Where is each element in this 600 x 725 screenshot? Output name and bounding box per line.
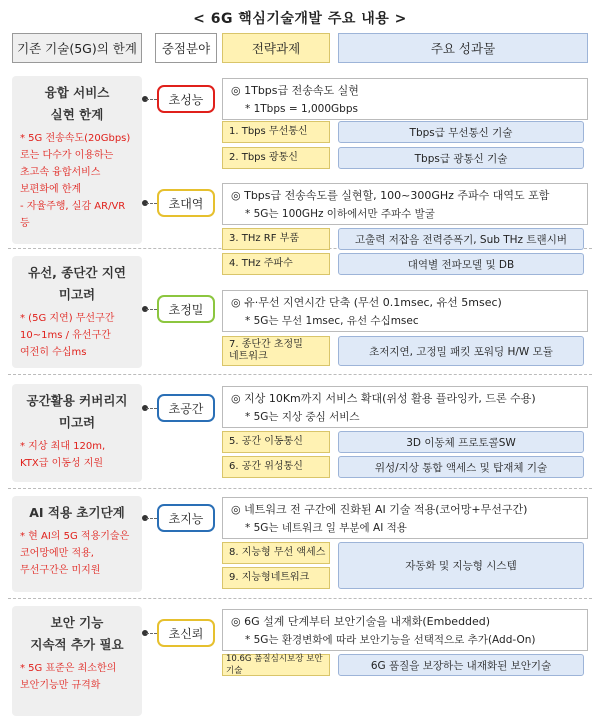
area-summary xyxy=(222,290,588,332)
limit-box-convergence xyxy=(12,76,142,244)
area-super-space xyxy=(157,394,215,422)
area-super-trust xyxy=(157,619,215,647)
limit-box-ai xyxy=(12,496,142,592)
area-summary xyxy=(222,183,588,225)
task-5: 5. 공간 이동통신 xyxy=(222,431,330,453)
area-label: 초신뢰 xyxy=(168,626,204,641)
header-limits: 기존 기술(5G)의 한계 xyxy=(12,33,142,63)
limit-title: 보안 기능 지속적 추가 필요 xyxy=(30,615,124,652)
limit-desc: * 5G 표준은 최소한의 보안기능만 규격화 xyxy=(20,663,117,691)
result-2: Tbps급 광통신 기술 xyxy=(338,147,584,169)
result-6: 위성/지상 통합 액세스 및 탑재체 기술 xyxy=(338,456,584,478)
header-tasks: 전략과제 xyxy=(222,33,330,63)
result-1: Tbps급 무선통신 기술 xyxy=(338,121,584,143)
task-4: 4. THz 주파수 xyxy=(222,253,330,275)
summary-main: ◎ 6G 설계 단계부터 보안기술을 내재화(Embedded) xyxy=(231,615,491,628)
task-2: 2. Tbps 광통신 xyxy=(222,147,330,169)
connector-line xyxy=(146,203,157,204)
header-areas: 중점분야 xyxy=(155,33,217,63)
limit-title: 융합 서비스 실현 한계 xyxy=(44,85,110,122)
task-3: 3. THz RF 부품 xyxy=(222,228,330,250)
result-4: 대역별 전파모델 및 DB xyxy=(338,253,584,275)
limit-desc: * (5G 지연) 무선구간 10~1ms / 유선구간 여전히 수십ms xyxy=(20,313,115,358)
section-divider xyxy=(8,374,592,375)
summary-sub: * 5G는 네트워크 일 부분에 AI 적용 xyxy=(245,522,407,534)
summary-main: ◎ 네트워크 전 구간에 진화된 AI 기술 적용(코어망+무선구간) xyxy=(231,503,528,516)
limit-desc: * 5G 전송속도(20Gbps) 로는 다수가 이용하는 초고속 융합서비스 보편화에 한계 - 자율주행, 실감 AR/VR 등 xyxy=(20,133,131,229)
connector-line xyxy=(146,408,157,409)
task-1: 1. Tbps 무선통신 xyxy=(222,121,330,143)
area-summary xyxy=(222,386,588,428)
connector-line xyxy=(146,99,157,100)
task-10: 10.6G 품질심시보장 보안기술 xyxy=(222,654,330,676)
area-super-precision xyxy=(157,295,215,323)
area-super-performance xyxy=(157,85,215,113)
limit-box-latency xyxy=(12,256,142,368)
limit-box-security xyxy=(12,606,142,716)
section-divider xyxy=(8,598,592,599)
header-results: 주요 성과물 xyxy=(338,33,588,63)
summary-main: ◎ 1Tbps급 전송속도 실현 xyxy=(231,84,359,97)
limit-box-coverage xyxy=(12,384,142,482)
area-label: 초대역 xyxy=(168,196,204,211)
summary-main: ◎ 지상 10Km까지 서비스 확대(위성 활용 플라잉카, 드론 수용) xyxy=(231,392,536,405)
limit-title: 공간활용 커버리지 미고려 xyxy=(26,393,128,430)
area-label: 초지능 xyxy=(168,511,204,526)
section-divider xyxy=(8,488,592,489)
summary-sub: * 5G는 지상 중심 서비스 xyxy=(245,411,360,423)
limit-title: 유선, 종단간 지연 미고려 xyxy=(28,265,126,302)
result-10: 6G 품질을 보장하는 내재화된 보안기술 xyxy=(338,654,584,676)
result-7: 초저지연, 고정밀 패킷 포워딩 H/W 모듈 xyxy=(338,336,584,366)
summary-sub: * 1Tbps = 1,000Gbps xyxy=(245,103,358,115)
summary-main: ◎ 유·무선 지연시간 단축 (무선 0.1msec, 유선 5msec) xyxy=(231,296,502,309)
summary-main: ◎ Tbps급 전송속도를 실현할, 100~300GHz 주파수 대역도 포함 xyxy=(231,189,550,202)
result-8-9: 자동화 및 지능형 시스템 xyxy=(338,542,584,589)
area-super-bandwidth xyxy=(157,189,215,217)
area-label: 초성능 xyxy=(168,92,204,107)
summary-sub: * 5G는 100GHz 이하에서만 주파수 발굴 xyxy=(245,208,435,220)
area-summary xyxy=(222,609,588,651)
result-5: 3D 이동체 프로토콜SW xyxy=(338,431,584,453)
area-summary xyxy=(222,497,588,539)
area-summary xyxy=(222,78,588,120)
connector-line xyxy=(146,309,157,310)
limit-desc: * 현 AI의 5G 적용기술은 코어망에만 적용, 무선구간은 미지원 xyxy=(20,531,130,576)
area-super-intelligence xyxy=(157,504,215,532)
task-7: 7. 종단간 초정밀 네트워크 xyxy=(222,336,330,366)
limit-title: AI 적용 초기단계 xyxy=(29,505,125,520)
result-3: 고출력 저잡음 전력증폭기, Sub THz 트랜시버 xyxy=(338,228,584,250)
page-title: < 6G 핵심기술개발 주요 내용 > xyxy=(193,11,407,27)
connector-line xyxy=(146,518,157,519)
summary-sub: * 5G는 무선 1msec, 유선 수십msec xyxy=(245,315,419,327)
task-8: 8. 지능형 무선 액세스 xyxy=(222,542,330,564)
area-label: 초정밀 xyxy=(168,302,204,317)
limit-desc: * 지상 최대 120m, KTX급 이동성 지원 xyxy=(20,441,106,469)
task-6: 6. 공간 위성통신 xyxy=(222,456,330,478)
area-label: 초공간 xyxy=(168,401,204,416)
task-9: 9. 지능형네트워크 xyxy=(222,567,330,589)
summary-sub: * 5G는 환경변화에 따라 보안기능을 선택적으로 추가(Add-On) xyxy=(245,634,536,646)
connector-line xyxy=(146,633,157,634)
